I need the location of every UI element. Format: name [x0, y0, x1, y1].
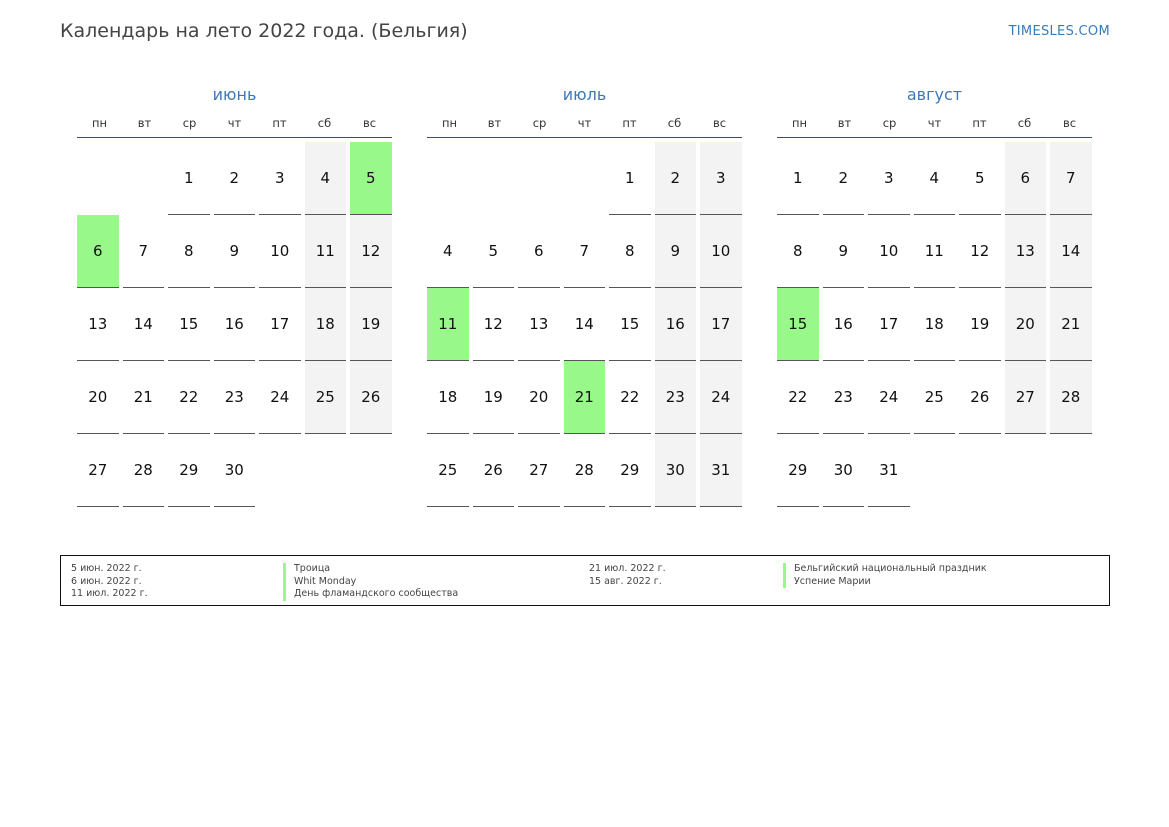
legend-holiday-name: Троица: [283, 563, 458, 576]
day-cell: [518, 215, 564, 288]
day-grid: [427, 142, 742, 507]
day-cell: [777, 434, 823, 507]
day-number: 29: [777, 434, 819, 507]
holiday-day-cell: [427, 288, 473, 361]
day-number: 9: [823, 215, 865, 288]
day-number: 25: [914, 361, 956, 434]
weekday-header: [427, 116, 742, 135]
day-cell: [168, 215, 214, 288]
weekday-label: вт: [837, 116, 852, 130]
weekday-label: пт: [622, 116, 637, 130]
day-number: 14: [1050, 215, 1092, 288]
day-number: 26: [473, 434, 515, 507]
day-cell: [868, 215, 914, 288]
day-number: 15: [168, 288, 210, 361]
day-number: 3: [259, 142, 301, 215]
day-number: 22: [777, 361, 819, 434]
day-cell: [473, 215, 519, 288]
month-july: [427, 84, 742, 507]
day-number: 7: [564, 215, 606, 288]
day-cell: [168, 434, 214, 507]
empty-cell-inner: [518, 142, 560, 215]
day-number: 8: [168, 215, 210, 288]
weekday-label: сб: [317, 116, 332, 130]
day-number: 19: [350, 288, 392, 361]
day-cell: [609, 215, 655, 288]
weekday-label: ср: [532, 116, 547, 130]
brand-link[interactable]: TIMESLES.COM: [1008, 24, 1110, 39]
day-cell: [959, 142, 1005, 215]
weekday-label: пн: [791, 116, 808, 130]
day-cell: [77, 434, 123, 507]
day-cell: [473, 434, 519, 507]
weekday-label: вс: [712, 116, 727, 130]
day-number: 4: [305, 142, 347, 215]
day-cell: [259, 215, 305, 288]
day-number: 6: [518, 215, 560, 288]
day-number: 27: [77, 434, 119, 507]
day-cell: [123, 434, 169, 507]
legend-dates-left: [71, 563, 148, 601]
day-number: 20: [77, 361, 119, 434]
weekday-header: [777, 116, 1092, 135]
weekday-label: ср: [882, 116, 897, 130]
day-cell: [214, 434, 260, 507]
day-cell: [350, 361, 396, 434]
day-number: 10: [868, 215, 910, 288]
day-number: 10: [700, 215, 742, 288]
day-cell: [77, 361, 123, 434]
day-cell: [700, 434, 746, 507]
day-cell: [305, 288, 351, 361]
day-number: 11: [427, 288, 469, 361]
day-number: 5: [473, 215, 515, 288]
holiday-day-cell: [350, 142, 396, 215]
day-cell: [518, 361, 564, 434]
day-number: 29: [609, 434, 651, 507]
day-number: 7: [1050, 142, 1092, 215]
month-title: август: [906, 85, 963, 104]
day-cell: [1050, 361, 1096, 434]
day-number: 3: [700, 142, 742, 215]
day-number: 1: [609, 142, 651, 215]
day-number: 26: [959, 361, 1001, 434]
day-cell: [609, 288, 655, 361]
day-number: 23: [823, 361, 865, 434]
day-cell: [914, 215, 960, 288]
day-number: 7: [123, 215, 165, 288]
day-cell: [655, 215, 701, 288]
day-number: 23: [655, 361, 697, 434]
holiday-day-cell: [77, 215, 123, 288]
empty-cell-inner: [77, 142, 119, 215]
day-cell: [168, 142, 214, 215]
day-cell: [700, 361, 746, 434]
day-cell: [259, 361, 305, 434]
day-number: 14: [123, 288, 165, 361]
weekday-label: сб: [667, 116, 682, 130]
empty-cell: [564, 142, 610, 215]
day-number: 24: [868, 361, 910, 434]
day-cell: [655, 288, 701, 361]
legend-date: 15 авг. 2022 г.: [589, 575, 662, 587]
day-number: 13: [518, 288, 560, 361]
day-cell: [427, 434, 473, 507]
day-number: 29: [168, 434, 210, 507]
legend-holiday-name: Бельгийский национальный праздник: [783, 563, 987, 576]
month-june: [77, 84, 392, 507]
legend-holiday-name: День фламандского сообщества: [283, 588, 458, 601]
day-number: 9: [655, 215, 697, 288]
day-cell: [868, 142, 914, 215]
empty-cell-inner: [427, 142, 469, 215]
legend-names-right: [783, 563, 987, 588]
day-number: 15: [609, 288, 651, 361]
day-grid: [777, 142, 1092, 507]
day-cell: [168, 361, 214, 434]
month-title: июль: [562, 85, 607, 104]
day-grid: [77, 142, 392, 507]
day-number: 30: [214, 434, 256, 507]
day-number: 28: [123, 434, 165, 507]
day-cell: [655, 434, 701, 507]
weekday-label: ср: [182, 116, 197, 130]
day-cell: [214, 361, 260, 434]
day-number: 9: [214, 215, 256, 288]
day-number: 18: [427, 361, 469, 434]
day-number: 4: [914, 142, 956, 215]
weekday-label: вс: [362, 116, 377, 130]
legend-dates-right: [589, 563, 666, 588]
day-cell: [214, 215, 260, 288]
weekday-label: пт: [272, 116, 287, 130]
weekday-label: чт: [227, 116, 242, 130]
weekday-label: пн: [91, 116, 108, 130]
day-cell: [564, 288, 610, 361]
day-cell: [305, 215, 351, 288]
day-cell: [1050, 142, 1096, 215]
day-cell: [959, 361, 1005, 434]
day-cell: [868, 288, 914, 361]
legend-date: 6 июн. 2022 г.: [71, 575, 142, 587]
day-cell: [518, 288, 564, 361]
header-divider: [427, 137, 742, 138]
day-number: 4: [427, 215, 469, 288]
day-cell: [1005, 361, 1051, 434]
day-cell: [959, 215, 1005, 288]
day-number: 22: [168, 361, 210, 434]
day-number: 12: [959, 215, 1001, 288]
day-number: 21: [1050, 288, 1092, 361]
weekday-label: сб: [1017, 116, 1032, 130]
day-cell: [823, 215, 869, 288]
day-number: 1: [168, 142, 210, 215]
page-title: Календарь на лето 2022 года. (Бельгия): [60, 20, 468, 42]
weekday-label: чт: [577, 116, 592, 130]
day-number: 19: [959, 288, 1001, 361]
day-cell: [427, 215, 473, 288]
weekday-label: пт: [972, 116, 987, 130]
day-number: 11: [914, 215, 956, 288]
day-number: 8: [777, 215, 819, 288]
day-cell: [777, 361, 823, 434]
day-cell: [427, 361, 473, 434]
day-number: 20: [1005, 288, 1047, 361]
day-cell: [350, 288, 396, 361]
day-number: 2: [823, 142, 865, 215]
day-cell: [823, 361, 869, 434]
day-cell: [700, 142, 746, 215]
day-number: 11: [305, 215, 347, 288]
day-number: 30: [655, 434, 697, 507]
day-number: 28: [1050, 361, 1092, 434]
day-cell: [1050, 215, 1096, 288]
day-number: 6: [77, 215, 119, 288]
day-cell: [1005, 142, 1051, 215]
legend-holiday-name: Whit Monday: [283, 576, 458, 589]
day-cell: [823, 142, 869, 215]
day-number: 22: [609, 361, 651, 434]
day-number: 5: [350, 142, 392, 215]
day-number: 25: [305, 361, 347, 434]
empty-cell: [518, 142, 564, 215]
day-number: 6: [1005, 142, 1047, 215]
legend-names-left: [283, 563, 458, 601]
day-number: 26: [350, 361, 392, 434]
day-cell: [214, 142, 260, 215]
day-number: 1: [777, 142, 819, 215]
day-number: 31: [700, 434, 742, 507]
empty-cell: [77, 142, 123, 215]
day-cell: [473, 288, 519, 361]
day-number: 18: [305, 288, 347, 361]
day-number: 12: [473, 288, 515, 361]
day-cell: [518, 434, 564, 507]
day-cell: [700, 288, 746, 361]
legend-holiday-name: Успение Марии: [783, 576, 987, 589]
day-cell: [655, 361, 701, 434]
day-cell: [777, 142, 823, 215]
empty-cell-inner: [473, 142, 515, 215]
day-number: 30: [823, 434, 865, 507]
day-number: 13: [1005, 215, 1047, 288]
day-number: 5: [959, 142, 1001, 215]
day-number: 19: [473, 361, 515, 434]
day-cell: [700, 215, 746, 288]
day-number: 23: [214, 361, 256, 434]
day-number: 20: [518, 361, 560, 434]
day-cell: [123, 361, 169, 434]
day-cell: [259, 142, 305, 215]
day-cell: [609, 361, 655, 434]
day-cell: [168, 288, 214, 361]
day-number: 2: [214, 142, 256, 215]
day-cell: [823, 288, 869, 361]
day-cell: [259, 288, 305, 361]
day-cell: [123, 215, 169, 288]
day-number: 21: [123, 361, 165, 434]
day-number: 17: [868, 288, 910, 361]
day-number: 12: [350, 215, 392, 288]
day-cell: [214, 288, 260, 361]
weekday-label: вт: [137, 116, 152, 130]
legend-date: 5 июн. 2022 г.: [71, 563, 142, 574]
empty-cell: [427, 142, 473, 215]
day-cell: [1005, 288, 1051, 361]
day-cell: [350, 215, 396, 288]
holiday-day-cell: [777, 288, 823, 361]
day-number: 24: [700, 361, 742, 434]
day-cell: [914, 361, 960, 434]
day-number: 17: [259, 288, 301, 361]
day-cell: [823, 434, 869, 507]
day-number: 13: [77, 288, 119, 361]
month-august: [777, 84, 1092, 507]
empty-cell-inner: [123, 142, 165, 215]
day-cell: [868, 434, 914, 507]
day-number: 27: [1005, 361, 1047, 434]
day-cell: [914, 142, 960, 215]
day-number: 27: [518, 434, 560, 507]
weekday-label: чт: [927, 116, 942, 130]
month-title: июнь: [212, 85, 257, 104]
day-cell: [914, 288, 960, 361]
day-number: 16: [214, 288, 256, 361]
day-number: 24: [259, 361, 301, 434]
weekday-label: пн: [441, 116, 458, 130]
day-cell: [305, 361, 351, 434]
day-cell: [609, 434, 655, 507]
day-number: 14: [564, 288, 606, 361]
day-cell: [959, 288, 1005, 361]
day-cell: [564, 215, 610, 288]
day-number: 18: [914, 288, 956, 361]
day-cell: [1050, 288, 1096, 361]
weekday-label: вт: [487, 116, 502, 130]
empty-cell: [473, 142, 519, 215]
day-cell: [609, 142, 655, 215]
header-divider: [777, 137, 1092, 138]
day-number: 16: [655, 288, 697, 361]
holiday-day-cell: [564, 361, 610, 434]
day-number: 2: [655, 142, 697, 215]
empty-cell-inner: [564, 142, 606, 215]
day-number: 10: [259, 215, 301, 288]
day-cell: [777, 215, 823, 288]
day-cell: [564, 434, 610, 507]
day-cell: [868, 361, 914, 434]
legend-date: 11 июл. 2022 г.: [71, 588, 148, 599]
day-number: 21: [564, 361, 606, 434]
day-number: 16: [823, 288, 865, 361]
day-number: 25: [427, 434, 469, 507]
day-number: 8: [609, 215, 651, 288]
holiday-legend: [60, 555, 1110, 606]
day-cell: [77, 288, 123, 361]
weekday-label: вс: [1062, 116, 1077, 130]
day-cell: [1005, 215, 1051, 288]
day-number: 31: [868, 434, 910, 507]
day-cell: [655, 142, 701, 215]
day-cell: [473, 361, 519, 434]
day-number: 28: [564, 434, 606, 507]
day-number: 3: [868, 142, 910, 215]
header-divider: [77, 137, 392, 138]
day-cell: [305, 142, 351, 215]
day-cell: [123, 288, 169, 361]
weekday-header: [77, 116, 392, 135]
empty-cell: [123, 142, 169, 215]
day-number: 15: [777, 288, 819, 361]
day-number: 17: [700, 288, 742, 361]
legend-date: 21 июл. 2022 г.: [589, 563, 666, 574]
